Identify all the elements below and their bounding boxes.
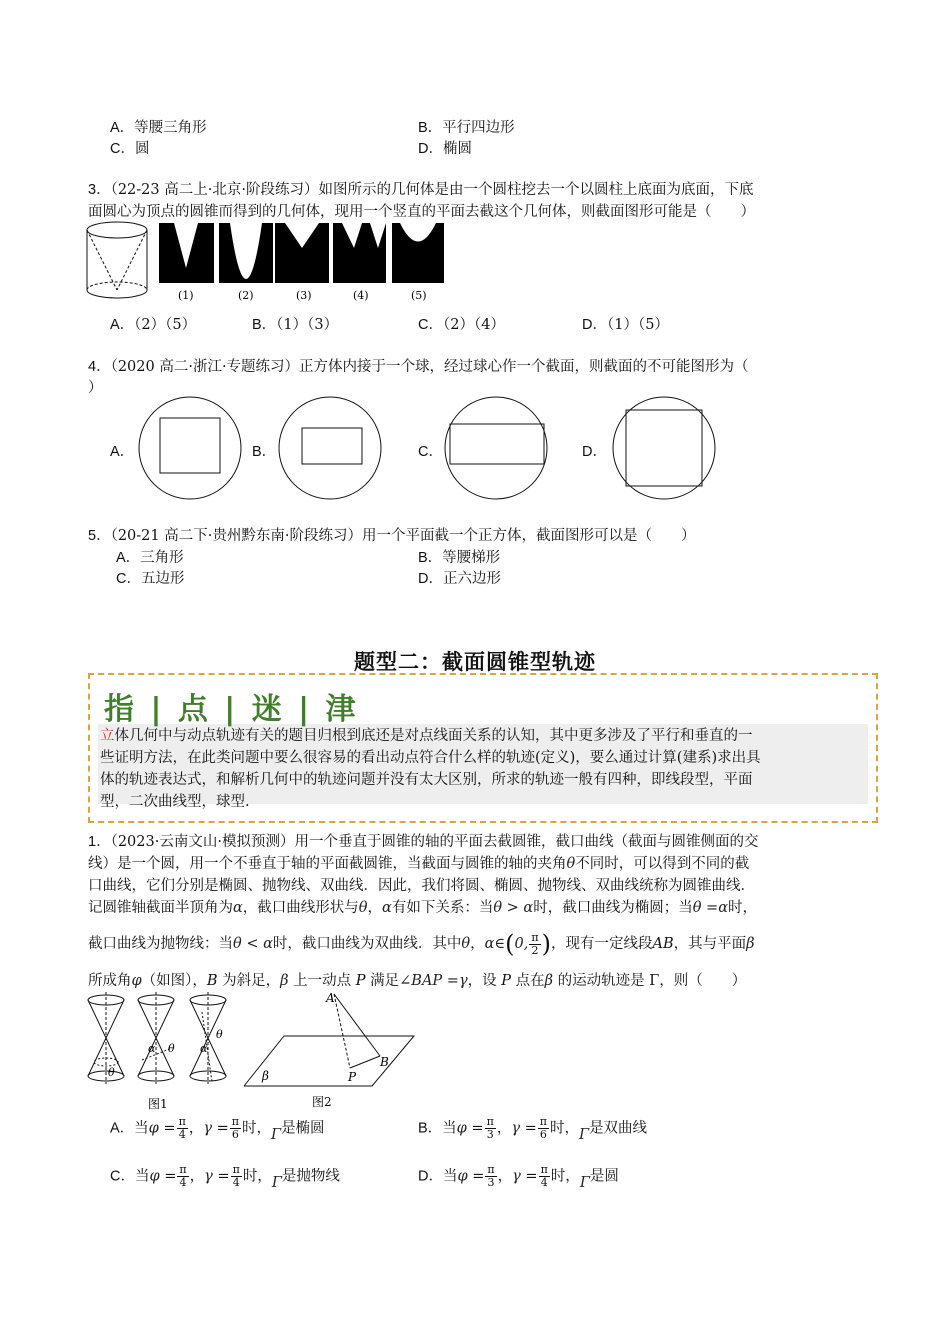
figure-label-1: (1) — [178, 289, 194, 302]
q4-stem-line1 — [88, 355, 749, 376]
theta-symbol: θ — [566, 856, 576, 872]
option-letter: C． — [110, 141, 135, 157]
stem-text: ， — [367, 900, 383, 916]
q4-option-b[interactable]: B． — [252, 444, 277, 460]
comma: ， — [189, 1168, 205, 1185]
equals: = — [520, 1120, 537, 1137]
p1-line3: 口曲线，它们分别是椭圆、抛物线、双曲线．因此，我们将圆、椭圆、抛物线、双曲线统称为圆锥曲线． — [88, 878, 755, 894]
guide-drop-char: 立 — [100, 728, 115, 744]
fig1-caption: 图1 — [148, 1097, 168, 1111]
segment-ab: AB — [652, 936, 674, 952]
beta-symbol: β — [280, 973, 289, 989]
option-letter: C． — [110, 1168, 135, 1185]
stem-text: 的运动轨迹是 Γ，则（ ） — [553, 973, 747, 989]
figure-label-5: (5) — [411, 289, 427, 302]
figure-label-3: (3) — [296, 289, 312, 302]
option-text: （2）（5） — [134, 317, 197, 333]
option-text: （2）（4） — [442, 317, 505, 333]
option-letter: B． — [418, 550, 443, 566]
fig2-label-beta: β — [262, 1069, 269, 1083]
q4-figure-d — [610, 394, 720, 502]
phi-symbol: φ — [456, 1120, 467, 1137]
option-text: 三角形 — [140, 550, 184, 566]
stem-text: 满足 — [365, 973, 400, 989]
stem-text: 线）是一个圆，用一个不垂直于轴的平面截圆锥，当截面与圆锥的轴的夹角 — [88, 856, 567, 872]
gamma-symbol: γ — [512, 1168, 521, 1185]
stem-text: 有如下关系：当 — [391, 900, 494, 916]
option-text: 时， — [242, 1120, 271, 1137]
stem-text: 时，截口曲线为双曲线．其中 — [272, 936, 462, 952]
option-letter: A． — [110, 1120, 135, 1137]
q5-option-c[interactable] — [116, 567, 184, 588]
stem-text: ，现有一定线段 — [550, 936, 653, 952]
phi-value: $\frac{\pi}{3}$ — [486, 1115, 494, 1141]
stem-text: ，截口曲线形状与 — [242, 900, 359, 916]
q2-option-a[interactable] — [110, 116, 207, 137]
point-p: P — [501, 973, 511, 989]
option-letter: B． — [252, 317, 277, 333]
fig2-caption: 图2 — [312, 1095, 332, 1109]
q3-option-d[interactable] — [582, 313, 669, 334]
option-text: 五边形 — [140, 571, 185, 587]
option-text: 平行四边形 — [442, 120, 515, 136]
trajectory-symbol: Γ — [579, 1174, 590, 1191]
p1-line5: 截口曲线为抛物线：当θ < α时，截口曲线为双曲线．其中θ，α∈(0, $\frac{\pi}{2}$ )，现有一定线段AB，其与平面β — [88, 930, 755, 958]
beta-symbol: β — [746, 936, 755, 952]
option-letter: A． — [116, 550, 141, 566]
phi-symbol: φ — [148, 1120, 159, 1137]
gamma-symbol: γ — [511, 1120, 520, 1137]
trajectory-symbol: Γ — [271, 1126, 282, 1143]
q3-figure — [84, 220, 446, 306]
option-letter: D． — [418, 571, 443, 587]
p1-option-b[interactable] — [418, 1116, 647, 1141]
question-number: 3． — [88, 182, 111, 198]
stem-text: ， — [470, 936, 485, 952]
stem-text: （20-21 高二下·贵州黔东南·阶段练习）用一个平面截一个正方体，截面图形可以是（ ） — [110, 528, 696, 544]
stem-text: （2020 高二·浙江·专题练习）正方体内接于一个球，经过球心作一个截面，则截面的不可能图形为（ — [110, 359, 749, 375]
option-result: 是椭圆 — [281, 1120, 325, 1137]
phi-value: $\frac{\pi}{4}$ — [178, 1115, 186, 1141]
stem-text: 不同时，可以得到不同的截 — [575, 856, 750, 872]
option-letter: D． — [418, 141, 443, 157]
option-text: （1）（3） — [276, 317, 339, 333]
q4-option-d[interactable]: D． — [582, 444, 607, 460]
option-text: 等腰梯形 — [442, 550, 501, 566]
option-letter: C． — [418, 317, 443, 333]
guide-line-2: 些证明方法，在此类问题中要么很容易的看出动点符合什么样的轨迹(定义)，要么通过计算(建系)求出具 — [100, 750, 761, 766]
option-letter: B． — [418, 1120, 443, 1137]
comma: ， — [188, 1120, 204, 1137]
section-shape-2 — [219, 223, 273, 283]
fig2-label-p: P — [348, 1070, 357, 1084]
theta-symbol: θ — [461, 936, 471, 952]
pi-over-two: $\frac{\pi}{2}$ — [531, 930, 539, 957]
p1-line6 — [88, 969, 746, 990]
gamma-symbol: γ — [204, 1168, 213, 1185]
gamma-symbol: γ — [203, 1120, 212, 1137]
option-letter: A． — [110, 120, 135, 136]
cylinder-figure — [87, 222, 147, 298]
q2-option-d[interactable] — [418, 137, 472, 158]
comma: ， — [497, 1168, 513, 1185]
p1-figure1 — [84, 992, 234, 1112]
stem-text: 所成角 — [88, 973, 132, 989]
equals: = — [159, 1168, 177, 1185]
q5-option-b[interactable] — [418, 546, 500, 567]
p1-line4 — [88, 896, 757, 917]
equals: = — [466, 1120, 484, 1137]
option-text: （1）（5） — [606, 317, 669, 333]
stem-text: 记圆锥轴截面半顶角为 — [88, 900, 233, 916]
option-text: 当 — [134, 1120, 149, 1137]
theta-lt-alpha: θ < α — [233, 936, 273, 952]
option-result: 是圆 — [589, 1168, 619, 1185]
q3-option-a[interactable] — [110, 313, 196, 334]
equals: = — [212, 1168, 230, 1185]
option-text: 当 — [442, 1168, 458, 1185]
q5-option-a[interactable] — [116, 546, 184, 567]
alpha-symbol: α — [233, 900, 243, 916]
theta-gt-alpha: θ > α — [493, 900, 534, 916]
stem-text: （如图）， — [141, 973, 207, 989]
guide-text: 体几何中与动点轨迹有关的题目归根到底还是对点线面关系的认知，其中更多涉及了平行和垂直的一 — [114, 728, 753, 744]
gamma-value: $\frac{\pi}{4}$ — [540, 1163, 548, 1189]
p1-line2 — [88, 852, 749, 873]
theta-symbol: θ — [358, 900, 368, 916]
fig2-label-a: A — [326, 991, 335, 1005]
q3-option-c[interactable] — [418, 313, 505, 334]
stem-text: （22-23 高二上·北京·阶段练习）如图所示的几何体是由一个圆柱挖去一个以圆柱上底面为底面，下底 — [110, 182, 754, 198]
q2-option-b[interactable] — [418, 116, 515, 137]
fig2-label-b: B — [380, 1055, 389, 1069]
equals: = — [212, 1120, 229, 1137]
point-b: B — [206, 973, 218, 989]
stem-text: 截口曲线为抛物线：当 — [88, 936, 233, 952]
option-text: 等腰三角形 — [134, 120, 207, 136]
q3-stem-line2: 面圆心为顶点的圆锥而得到的几何体，现用一个竖直的平面去截这个几何体，则截面图形可能是（ ） — [88, 204, 755, 220]
p1-option-a[interactable] — [110, 1116, 325, 1141]
phi-value: $\frac{\pi}{4}$ — [179, 1163, 187, 1189]
interval-left: 0, — [514, 936, 529, 952]
option-letter: D． — [582, 317, 607, 333]
phi-symbol: φ — [149, 1168, 160, 1185]
option-text: 圆 — [134, 141, 150, 157]
option-letter: C． — [116, 571, 141, 587]
q3-option-b[interactable] — [252, 313, 338, 334]
fig1-alpha-3: α — [200, 1042, 208, 1055]
stem-text: 上一动点 — [288, 973, 356, 989]
q4-stem-line2: ） — [88, 380, 103, 396]
figure-label-2: (2) — [238, 289, 254, 302]
option-text: 时， — [550, 1120, 579, 1137]
fig1-alpha-2: α — [148, 1042, 156, 1055]
gamma-value: $\frac{\pi}{6}$ — [539, 1115, 547, 1141]
guide-title: 指 | 点 | 迷 | 津 — [104, 692, 359, 727]
option-result: 是抛物线 — [281, 1168, 340, 1185]
stem-text: ，设 — [467, 973, 502, 989]
option-text: 当 — [134, 1168, 150, 1185]
guide-line-4: 型，二次曲线型，球型. — [100, 794, 250, 810]
gamma-value: $\frac{\pi}{4}$ — [232, 1163, 240, 1189]
equals: = — [158, 1120, 176, 1137]
option-result: 是双曲线 — [589, 1120, 648, 1137]
p1-option-d[interactable] — [418, 1164, 619, 1189]
stem-text: 为斜足， — [217, 973, 281, 989]
stem-text: 时， — [728, 900, 757, 916]
option-text: 正六边形 — [442, 571, 501, 587]
beta-symbol: β — [544, 973, 553, 989]
gamma-value: $\frac{\pi}{6}$ — [231, 1115, 239, 1141]
stem-text: 点在 — [511, 973, 545, 989]
stem-text: ，其与平面 — [673, 936, 747, 952]
option-letter: B． — [418, 120, 443, 136]
stem-text: 时，截口曲线为椭圆；当 — [533, 900, 693, 916]
phi-symbol: φ — [457, 1168, 468, 1185]
angle-bap: ∠BAP =γ — [399, 973, 468, 989]
q4-option-a[interactable]: A． — [110, 444, 135, 460]
option-text: 椭圆 — [442, 141, 472, 157]
option-letter: A． — [110, 317, 135, 333]
phi-value: $\frac{\pi}{3}$ — [487, 1163, 495, 1189]
p1-figure2 — [244, 988, 420, 1112]
section-shape-4 — [333, 223, 386, 283]
option-text: 时， — [550, 1168, 580, 1185]
q5-stem-line1 — [88, 524, 695, 545]
q4-figure-c — [440, 394, 552, 502]
comma: ， — [496, 1120, 512, 1137]
figure-label-4: (4) — [353, 289, 369, 302]
q3-stem-line1 — [88, 178, 753, 199]
q4-option-c[interactable]: C． — [418, 444, 443, 460]
trajectory-symbol: Γ — [579, 1126, 590, 1143]
option-text: 当 — [442, 1120, 457, 1137]
equals: = — [467, 1168, 485, 1185]
fig1-theta-1: θ — [108, 1066, 115, 1079]
equals: = — [520, 1168, 538, 1185]
option-letter: D． — [418, 1168, 443, 1185]
question-number: 4． — [88, 359, 111, 375]
section-shape-5 — [392, 223, 444, 283]
point-p: P — [355, 973, 366, 989]
alpha-in: α∈ — [484, 936, 506, 952]
fig1-theta-3: θ — [216, 1028, 223, 1041]
q5-option-d[interactable] — [418, 567, 501, 588]
section-shape-1 — [159, 223, 214, 283]
alpha-symbol: α — [382, 900, 392, 916]
fig1-theta-2: θ — [168, 1042, 175, 1055]
option-text: 时， — [242, 1168, 272, 1185]
phi-symbol: φ — [131, 973, 142, 989]
section-title: 题型二：截面圆锥型轨迹 — [354, 650, 596, 674]
trajectory-symbol: Γ — [271, 1174, 282, 1191]
q4-figure-a — [136, 394, 244, 502]
guide-line-1 — [100, 724, 753, 745]
q2-option-c[interactable] — [110, 137, 149, 158]
section-shape-3 — [275, 223, 329, 283]
p1-line1 — [88, 830, 758, 851]
question-number: 5． — [88, 528, 111, 544]
guide-line-3: 体的轨迹表达式，和解析几何中的轨迹问题并没有太大区别，所求的轨迹一般有四种，即线段型，平面 — [100, 772, 753, 788]
q4-figure-b — [276, 394, 384, 502]
stem-text: （2023·云南文山·模拟预测）用一个垂直于圆锥的轴的平面去截圆锥，截口曲线（截面与圆锥侧面的交 — [110, 834, 759, 850]
theta-eq-alpha: θ =α — [692, 900, 728, 916]
p1-option-c[interactable] — [110, 1164, 340, 1189]
question-number: 1． — [88, 834, 111, 850]
